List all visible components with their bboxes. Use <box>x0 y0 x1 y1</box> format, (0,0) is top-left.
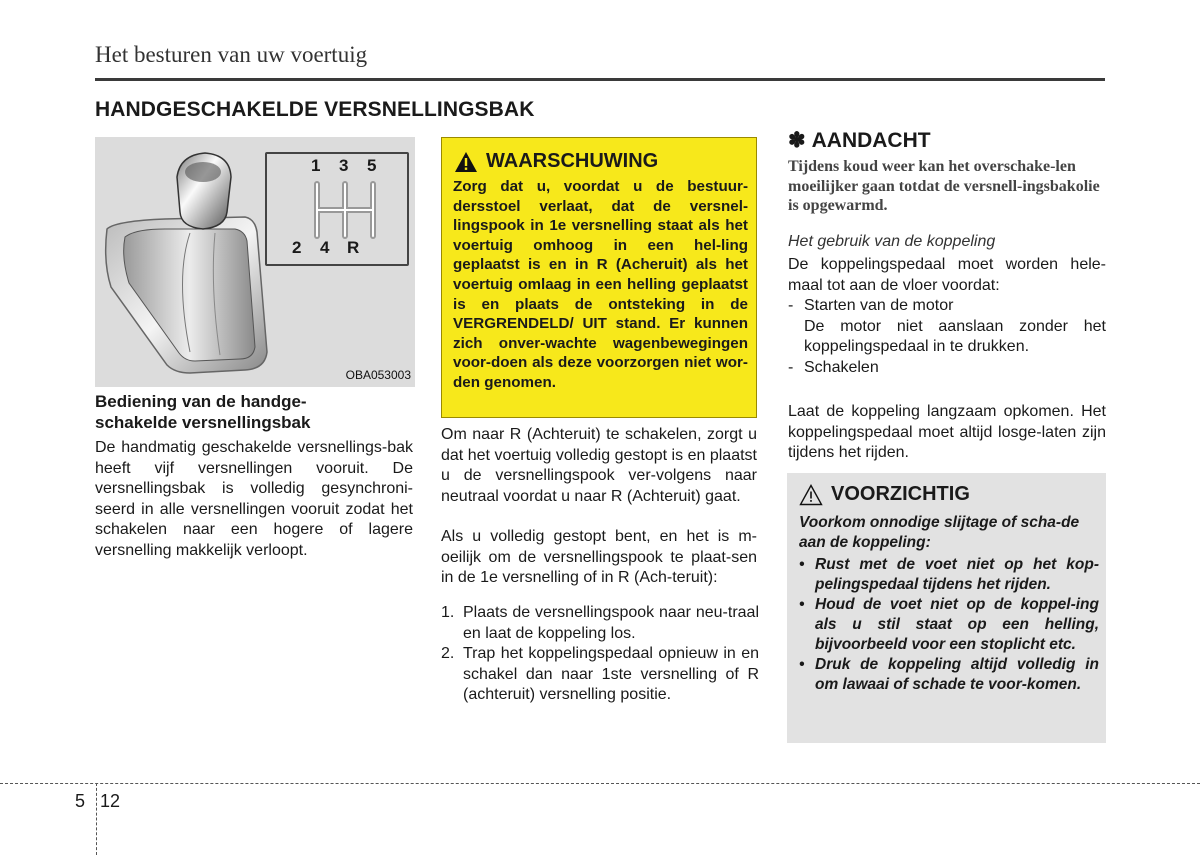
dash-marker <box>788 317 804 358</box>
list-item-text: Starten van de motor <box>804 297 954 314</box>
gear-shifter-figure <box>95 137 415 387</box>
gear-label-5: 5 <box>367 156 377 175</box>
steps-list <box>441 603 759 706</box>
footer-divider <box>0 783 1200 784</box>
list-item <box>441 644 759 706</box>
reverse-paragraph: Om naar R (Achteruit) te schakelen, zorgt u dat het voertuig volledig gestopt is en plaatst u de versnellingspook ver-volgens naar neutraal voordat u naar R (Achteruit) gaat. <box>441 426 757 505</box>
careful-list <box>799 555 1099 695</box>
operation-paragraph: De handmatig geschakelde versnellings-bak heeft vijf versnellingen vooruit. De versnellingsbak is volledig gesynchroni-seerd in alle versnellingen vooruit zodat het schakelen naar een hogere of lagere versnelling makkelijk verloopt. <box>95 439 413 559</box>
page-number: 12 <box>100 791 121 811</box>
list-item-text: Rust met de voet niet op het kop-pelingspedaal tijdens het rijden. <box>815 556 1099 593</box>
warning-heading <box>454 150 658 173</box>
list-item <box>788 358 1106 379</box>
careful-title: VOORZICHTIG <box>831 483 970 505</box>
careful-heading <box>799 483 970 506</box>
list-item <box>799 595 1099 655</box>
list-item-text: Schakelen <box>804 358 879 376</box>
dash-marker: - <box>788 358 794 376</box>
clutch-intro: De koppelingspedaal moet worden hele-maal tot aan de vloer voordat: <box>788 256 1106 294</box>
shift-pattern-diagram <box>265 152 409 266</box>
running-header: Het besturen van uw voertuig <box>95 42 368 67</box>
step-text: Plaats de versnellingspook naar neu-traal en laat de koppeling los. <box>463 604 759 642</box>
operation-subhead: Bediening van de handge- schakelde versnellingsbak <box>95 392 311 432</box>
list-item-text: Houd de voet niet op de koppel-ing als u stil staat op een helling, bijvoorbeeld voor een stoplicht etc. <box>815 596 1099 653</box>
list-item <box>441 603 759 644</box>
gear-label-1: 1 <box>311 156 321 175</box>
caution-body: Tijdens koud weer kan het overschake-len moeilijker gaan totdat de versnell-ingsbakolie is opgewarmd. <box>788 158 1100 214</box>
step-text: Trap het koppelingspedaal opnieuw in en schakel dan naar 1ste versnelling of R (achteruit) versnelling positie. <box>463 645 759 703</box>
caution-heading <box>788 128 931 153</box>
list-item <box>788 317 1106 358</box>
warning-box <box>441 137 757 418</box>
gear-label-2: 2 <box>292 238 302 257</box>
gear-label-4: 4 <box>320 238 330 257</box>
section-title: HANDGESCHAKELDE VERSNELLINGSBAK <box>95 98 535 121</box>
caution-title: AANDACHT <box>811 128 931 152</box>
stopped-paragraph: Als u volledig gestopt bent, en het is m-oeilijk om de versnellingspook te plaat-sen in de 1e versnelling of in R (Ach-teruit): <box>441 528 757 586</box>
list-item-text: Druk de koppeling altijd volledig in om lawaai of schade te voor-komen. <box>815 656 1099 693</box>
list-item <box>799 655 1099 695</box>
list-item <box>788 296 1106 317</box>
figure-code: OBA053003 <box>345 368 411 382</box>
step-number: 2. <box>441 645 455 662</box>
clutch-subhead: Het gebruik van de koppeling <box>788 233 996 250</box>
careful-intro: Voorkom onnodige slijtage of scha-de aan de koppeling: <box>799 514 1080 551</box>
careful-box <box>787 473 1106 743</box>
dash-marker: - <box>788 297 794 314</box>
asterisk-icon: ✽ <box>788 129 806 152</box>
gear-label-3: 3 <box>339 156 349 175</box>
step-number: 1. <box>441 604 455 621</box>
header-divider <box>95 78 1105 81</box>
clutch-conditions-list <box>788 296 1106 378</box>
release-paragraph: Laat de koppeling langzaam opkomen. Het koppelingspedaal moet altijd losge-laten zijn tijdens het rijden. <box>788 403 1106 461</box>
gear-label-r: R <box>347 238 360 257</box>
warning-body: Zorg dat u, voordat u de bestuur-dersstoel verlaat, dat de versnel-lingspook in 1e versnelling staat als het voertuig omhoog in een hel-ling geplaatst is en in R (Acheruit) als het voertuig omlaag in een helling geplaatst is en plaats de ontsteking in de VERGRENDELD/ UIT stand. Er kunnen zich onver-wachte wagenbewegingen voor-doen als deze voorzorgen niet wor-den genomen. <box>453 178 748 391</box>
caution-triangle-icon <box>799 484 823 506</box>
shift-pattern-lines <box>267 154 407 264</box>
warning-title: WAARSCHUWING <box>486 150 659 172</box>
bullet-marker: • <box>799 596 805 613</box>
bullet-marker: • <box>799 656 805 673</box>
bullet-marker: • <box>799 556 805 573</box>
list-item <box>799 555 1099 595</box>
warning-triangle-icon <box>454 151 478 173</box>
footer-vertical-divider <box>96 783 97 855</box>
list-item-text: De motor niet aanslaan zonder het koppelingspedaal in te drukken. <box>804 317 1106 355</box>
chapter-number: 5 <box>75 791 86 811</box>
